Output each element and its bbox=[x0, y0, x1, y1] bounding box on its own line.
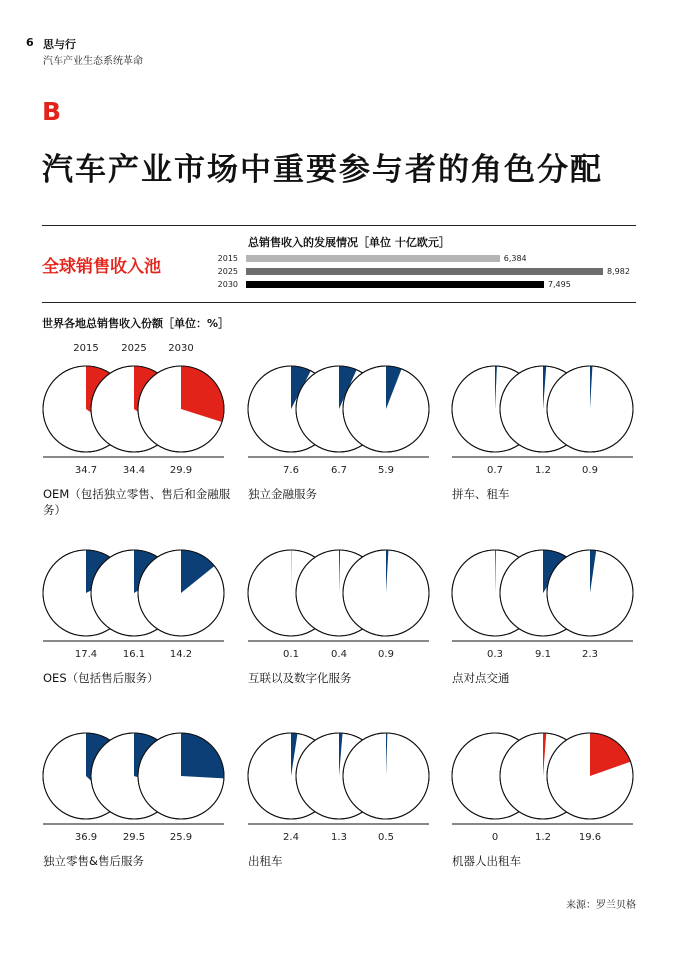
revenue-value-label: 8,982 bbox=[607, 267, 630, 276]
pie-value-label: 7.6 bbox=[283, 465, 299, 476]
revenue-year-label: 2025 bbox=[217, 267, 238, 276]
pie-panel-label: 拼车、租车 bbox=[452, 487, 510, 501]
pie-panel-label: 机器人出租车 bbox=[452, 854, 521, 868]
pie-value-label: 0.4 bbox=[331, 649, 347, 660]
pie-value-label: 25.9 bbox=[169, 832, 193, 843]
pie-value-label: 0.7 bbox=[487, 465, 503, 476]
pie-value-label: 17.4 bbox=[74, 649, 98, 660]
pie-slice bbox=[181, 733, 224, 778]
pie-value-label: 0.9 bbox=[378, 649, 394, 660]
pie-panel bbox=[452, 550, 633, 641]
section-title: 思与行 bbox=[43, 38, 76, 51]
revenue-year-label: 2015 bbox=[217, 254, 238, 263]
pie-value-label: 0.5 bbox=[378, 832, 394, 843]
pie-panel bbox=[248, 550, 429, 641]
pie-panel bbox=[248, 366, 429, 457]
pie-value-label: 1.3 bbox=[331, 832, 347, 843]
pie-value-label: 0.3 bbox=[487, 649, 503, 660]
revenue-chart-title: 总销售收入的发展情况［单位 十亿欧元］ bbox=[248, 236, 450, 249]
pie-panel bbox=[248, 733, 429, 824]
pie-value-label: 19.6 bbox=[578, 832, 602, 843]
pie-value-label: 2.3 bbox=[582, 649, 598, 660]
pie-year-label: 2015 bbox=[73, 343, 99, 354]
pie-value-label: 29.9 bbox=[169, 465, 193, 476]
pie-panel bbox=[43, 366, 224, 457]
pie-panel bbox=[43, 733, 224, 824]
pie-panel-label: 点对点交通 bbox=[452, 671, 510, 685]
pie-value-label: 0.9 bbox=[582, 465, 598, 476]
pie-value-label: 36.9 bbox=[74, 832, 98, 843]
pie-panel bbox=[43, 550, 224, 641]
pie-value-label: 1.2 bbox=[535, 465, 551, 476]
pie-value-label: 34.7 bbox=[74, 465, 98, 476]
pie-value-label: 34.4 bbox=[122, 465, 146, 476]
pie-value-label: 9.1 bbox=[535, 649, 551, 660]
pie-panel bbox=[452, 366, 633, 457]
page-number: 6 bbox=[26, 36, 34, 49]
pie-value-label: 14.2 bbox=[169, 649, 193, 660]
pie-year-label: 2025 bbox=[121, 343, 147, 354]
pie-value-label: 2.4 bbox=[283, 832, 299, 843]
pie-panel-label: 出租车 bbox=[248, 854, 283, 868]
source-note: 来源：罗兰贝格 bbox=[566, 900, 636, 911]
pie-value-label: 6.7 bbox=[331, 465, 347, 476]
pie-value-label: 16.1 bbox=[122, 649, 146, 660]
pie-panel-label: 独立零售&售后服务 bbox=[43, 854, 144, 868]
revenue-value-label: 6,384 bbox=[503, 254, 527, 263]
pie-value-label: 5.9 bbox=[378, 465, 394, 476]
revenue-year-label: 2030 bbox=[217, 280, 238, 289]
pie-value-label: 1.2 bbox=[535, 832, 551, 843]
publication-title: 汽车产业生态系统革命 bbox=[43, 56, 143, 67]
pie-panel-label: 独立金融服务 bbox=[248, 487, 317, 501]
pie-value-label: 29.5 bbox=[122, 832, 146, 843]
section-letter: B bbox=[42, 97, 62, 126]
pie-panel-label: OES（包括售后服务） bbox=[43, 671, 159, 685]
pie-value-label: 0.1 bbox=[283, 649, 299, 660]
pie-year-label: 2030 bbox=[168, 343, 194, 354]
share-chart-title: 世界各地总销售收入份额［单位：%］ bbox=[42, 317, 230, 330]
page-title: 汽车产业市场中重要参与者的角色分配 bbox=[42, 152, 603, 188]
pie-panel-label: OEM（包括独立零售、售后和金融服务） bbox=[43, 487, 231, 517]
pie-panel-label: 互联以及数字化服务 bbox=[248, 671, 352, 685]
pie-panel bbox=[452, 733, 633, 824]
revenue-value-label: 7,495 bbox=[547, 280, 571, 289]
pie-value-label: 0 bbox=[491, 832, 499, 843]
revenue-pool-heading: 全球销售收入池 bbox=[42, 257, 161, 277]
